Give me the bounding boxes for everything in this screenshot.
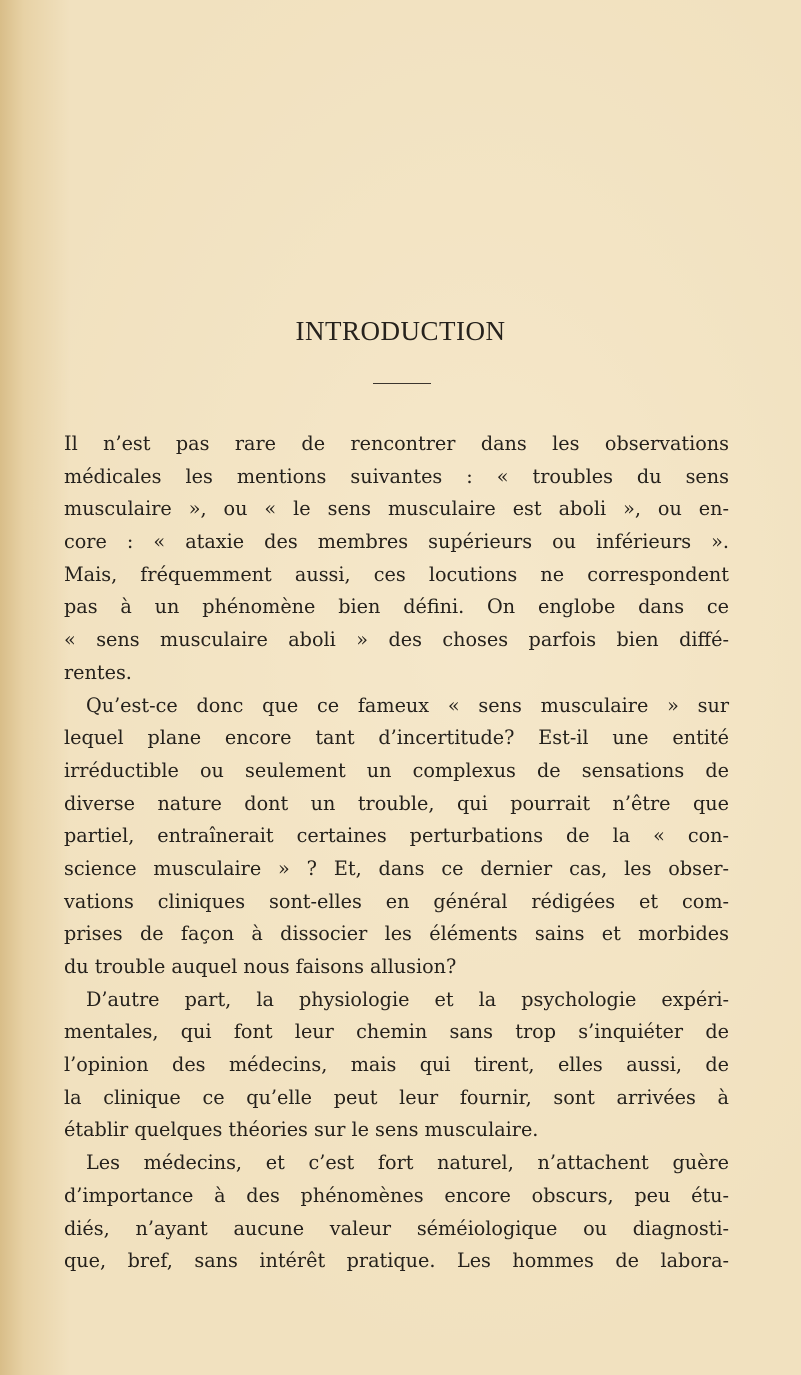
title-divider bbox=[373, 383, 431, 384]
text-line: lequel plane encore tant d’incertitude? Est-il une entité bbox=[64, 726, 729, 750]
body-text bbox=[64, 428, 729, 1278]
text-line: irréductible ou seulement un complexus de sensations de bbox=[64, 758, 729, 782]
text-line: science musculaire » ? Et, dans ce dernier cas, les obser- bbox=[64, 856, 729, 880]
text-line: prises de façon à dissocier les éléments sains et morbides bbox=[64, 922, 729, 946]
text-line: pas à un phénomène bien défini. On englobe dans ce bbox=[64, 595, 729, 619]
text-line: vations cliniques sont-elles en général rédigées et com- bbox=[64, 889, 729, 913]
text-line: partiel, entraînerait certaines perturbations de la « con- bbox=[64, 824, 729, 848]
text-line: établir quelques théories sur le sens musculaire. bbox=[64, 1118, 539, 1142]
text-line: D’autre part, la physiologie et la psychologie expéri- bbox=[86, 987, 729, 1011]
text-line: que, bref, sans intérêt pratique. Les hommes de labora- bbox=[64, 1249, 729, 1273]
text-line: rentes. bbox=[64, 660, 132, 684]
text-line: core : « ataxie des membres supérieurs ou inférieurs ». bbox=[64, 530, 729, 554]
text-line: diés, n’ayant aucune valeur séméiologique ou diagnosti- bbox=[64, 1216, 729, 1240]
text-line: musculaire », ou « le sens musculaire est aboli », ou en- bbox=[64, 497, 729, 521]
text-line: « sens musculaire aboli » des choses parfois bien diffé- bbox=[64, 628, 729, 652]
text-line: Mais, fréquemment aussi, ces locutions ne correspondent bbox=[64, 562, 729, 586]
text-line: Il n’est pas rare de rencontrer dans les observations bbox=[64, 432, 729, 455]
text-line: d’importance à des phénomènes encore obscurs, peu étu- bbox=[64, 1183, 729, 1207]
text-line: Qu’est-ce donc que ce fameux « sens musculaire » sur bbox=[86, 693, 729, 717]
text-line: médicales les mentions suivantes : « troubles du sens bbox=[64, 464, 729, 488]
text-line: du trouble auquel nous faisons allusion? bbox=[64, 955, 457, 978]
page-title: INTRODUCTION bbox=[295, 316, 506, 346]
text-line: diverse nature dont un trouble, qui pourrait n’être que bbox=[64, 791, 729, 815]
text-line: Les médecins, et c’est fort naturel, n’attachent guère bbox=[86, 1151, 729, 1175]
text-line: mentales, qui font leur chemin sans trop s’inquiéter de bbox=[64, 1020, 729, 1044]
text-line: la clinique ce qu’elle peut leur fournir, sont arrivées à bbox=[64, 1085, 729, 1109]
text-line: l’opinion des médecins, mais qui tirent, elles aussi, de bbox=[64, 1053, 729, 1077]
